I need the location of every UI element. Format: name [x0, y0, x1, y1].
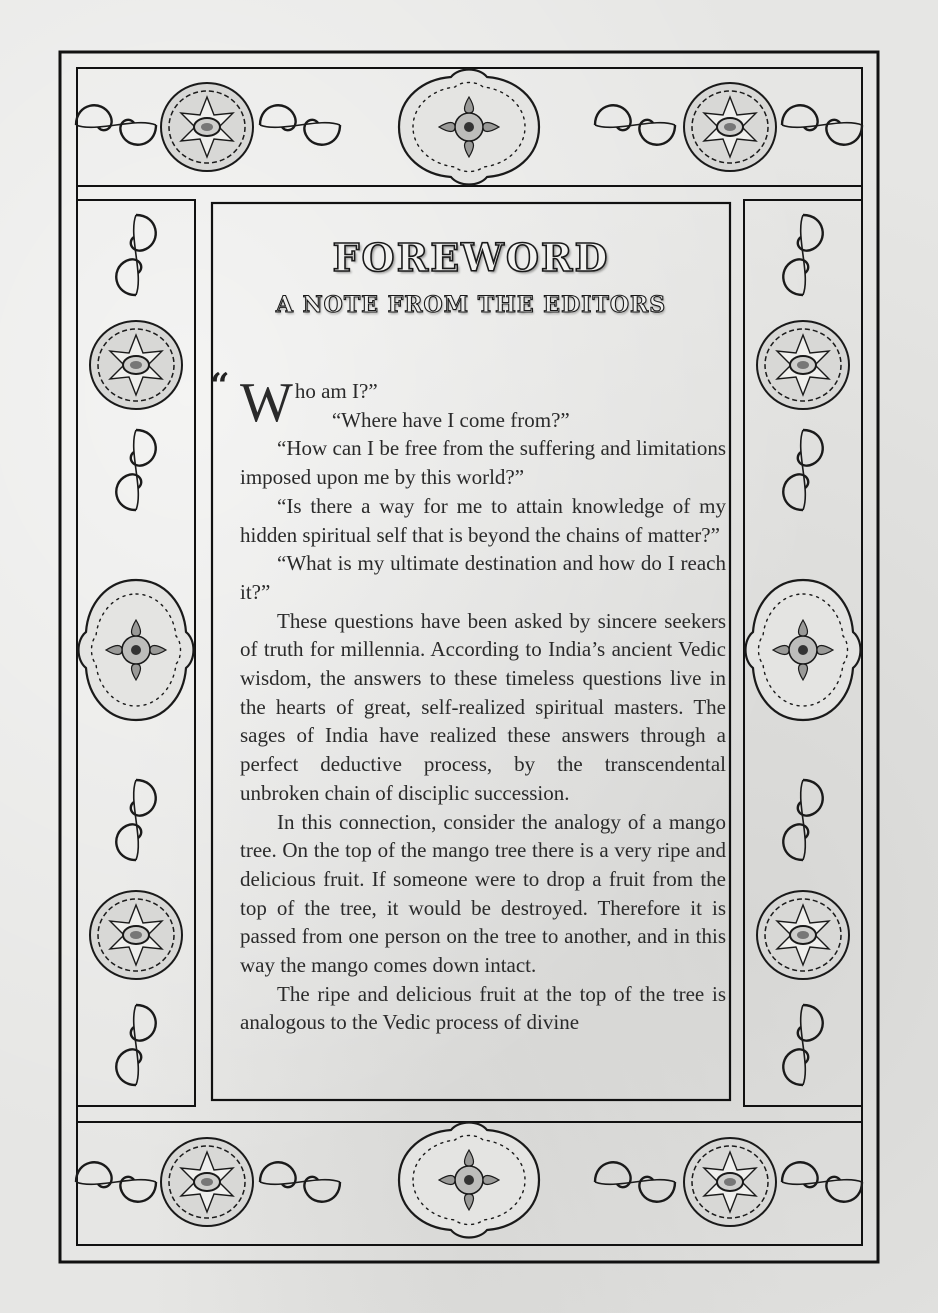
paragraph-7: In this connection, consider the analogy of a mango tree. On the top of the mango tree there is a very ripe and delicious fruit. If someone were to drop a fruit from the top of the tree, it would be destroyed. Therefore it is passed from one person on the tree to another, and in this way the mango comes down intact.: [240, 809, 726, 978]
opening-quote-mark: “: [210, 366, 230, 406]
paragraph-2: “Where have I come from?”: [331, 407, 570, 432]
paragraph-1-text: ho am I?”: [294, 379, 378, 403]
paragraph-4: “Is there a way for me to attain knowledge of my hidden spiritual self that is beyond the chains of matter?”: [240, 493, 726, 547]
top-ornaments: [76, 70, 862, 185]
paragraph-5: “What is my ultimate destination and how do I reach it?”: [240, 551, 726, 604]
text-panel: [210, 205, 728, 1098]
drop-cap: W: [240, 372, 293, 434]
page-title: FOREWORD: [332, 235, 610, 280]
page-subtitle: A NOTE FROM THE EDITORS: [275, 292, 667, 318]
body-text: [210, 366, 726, 1037]
paragraph-8: The ripe and delicious fruit at the top of the tree is analogous to the Vedic process of divine: [240, 981, 726, 1035]
bottom-ornaments: [76, 1123, 862, 1238]
left-column-ornaments: [79, 215, 194, 1085]
paragraph-3: “How can I be free from the suffering and limitations imposed upon me by this world?”: [240, 436, 726, 490]
right-column-ornaments: [746, 215, 861, 1085]
paragraph-6: These questions have been asked by sincere seekers of truth for millennia. According to India’s ancient Vedic wisdom, the answers to these timeless questions live in the hearts of great, self-realized spiritual masters. The sages of India have realized these answers through a perfect deductive process, by the transcendental unbroken chain of disciplic succession.: [240, 608, 726, 805]
